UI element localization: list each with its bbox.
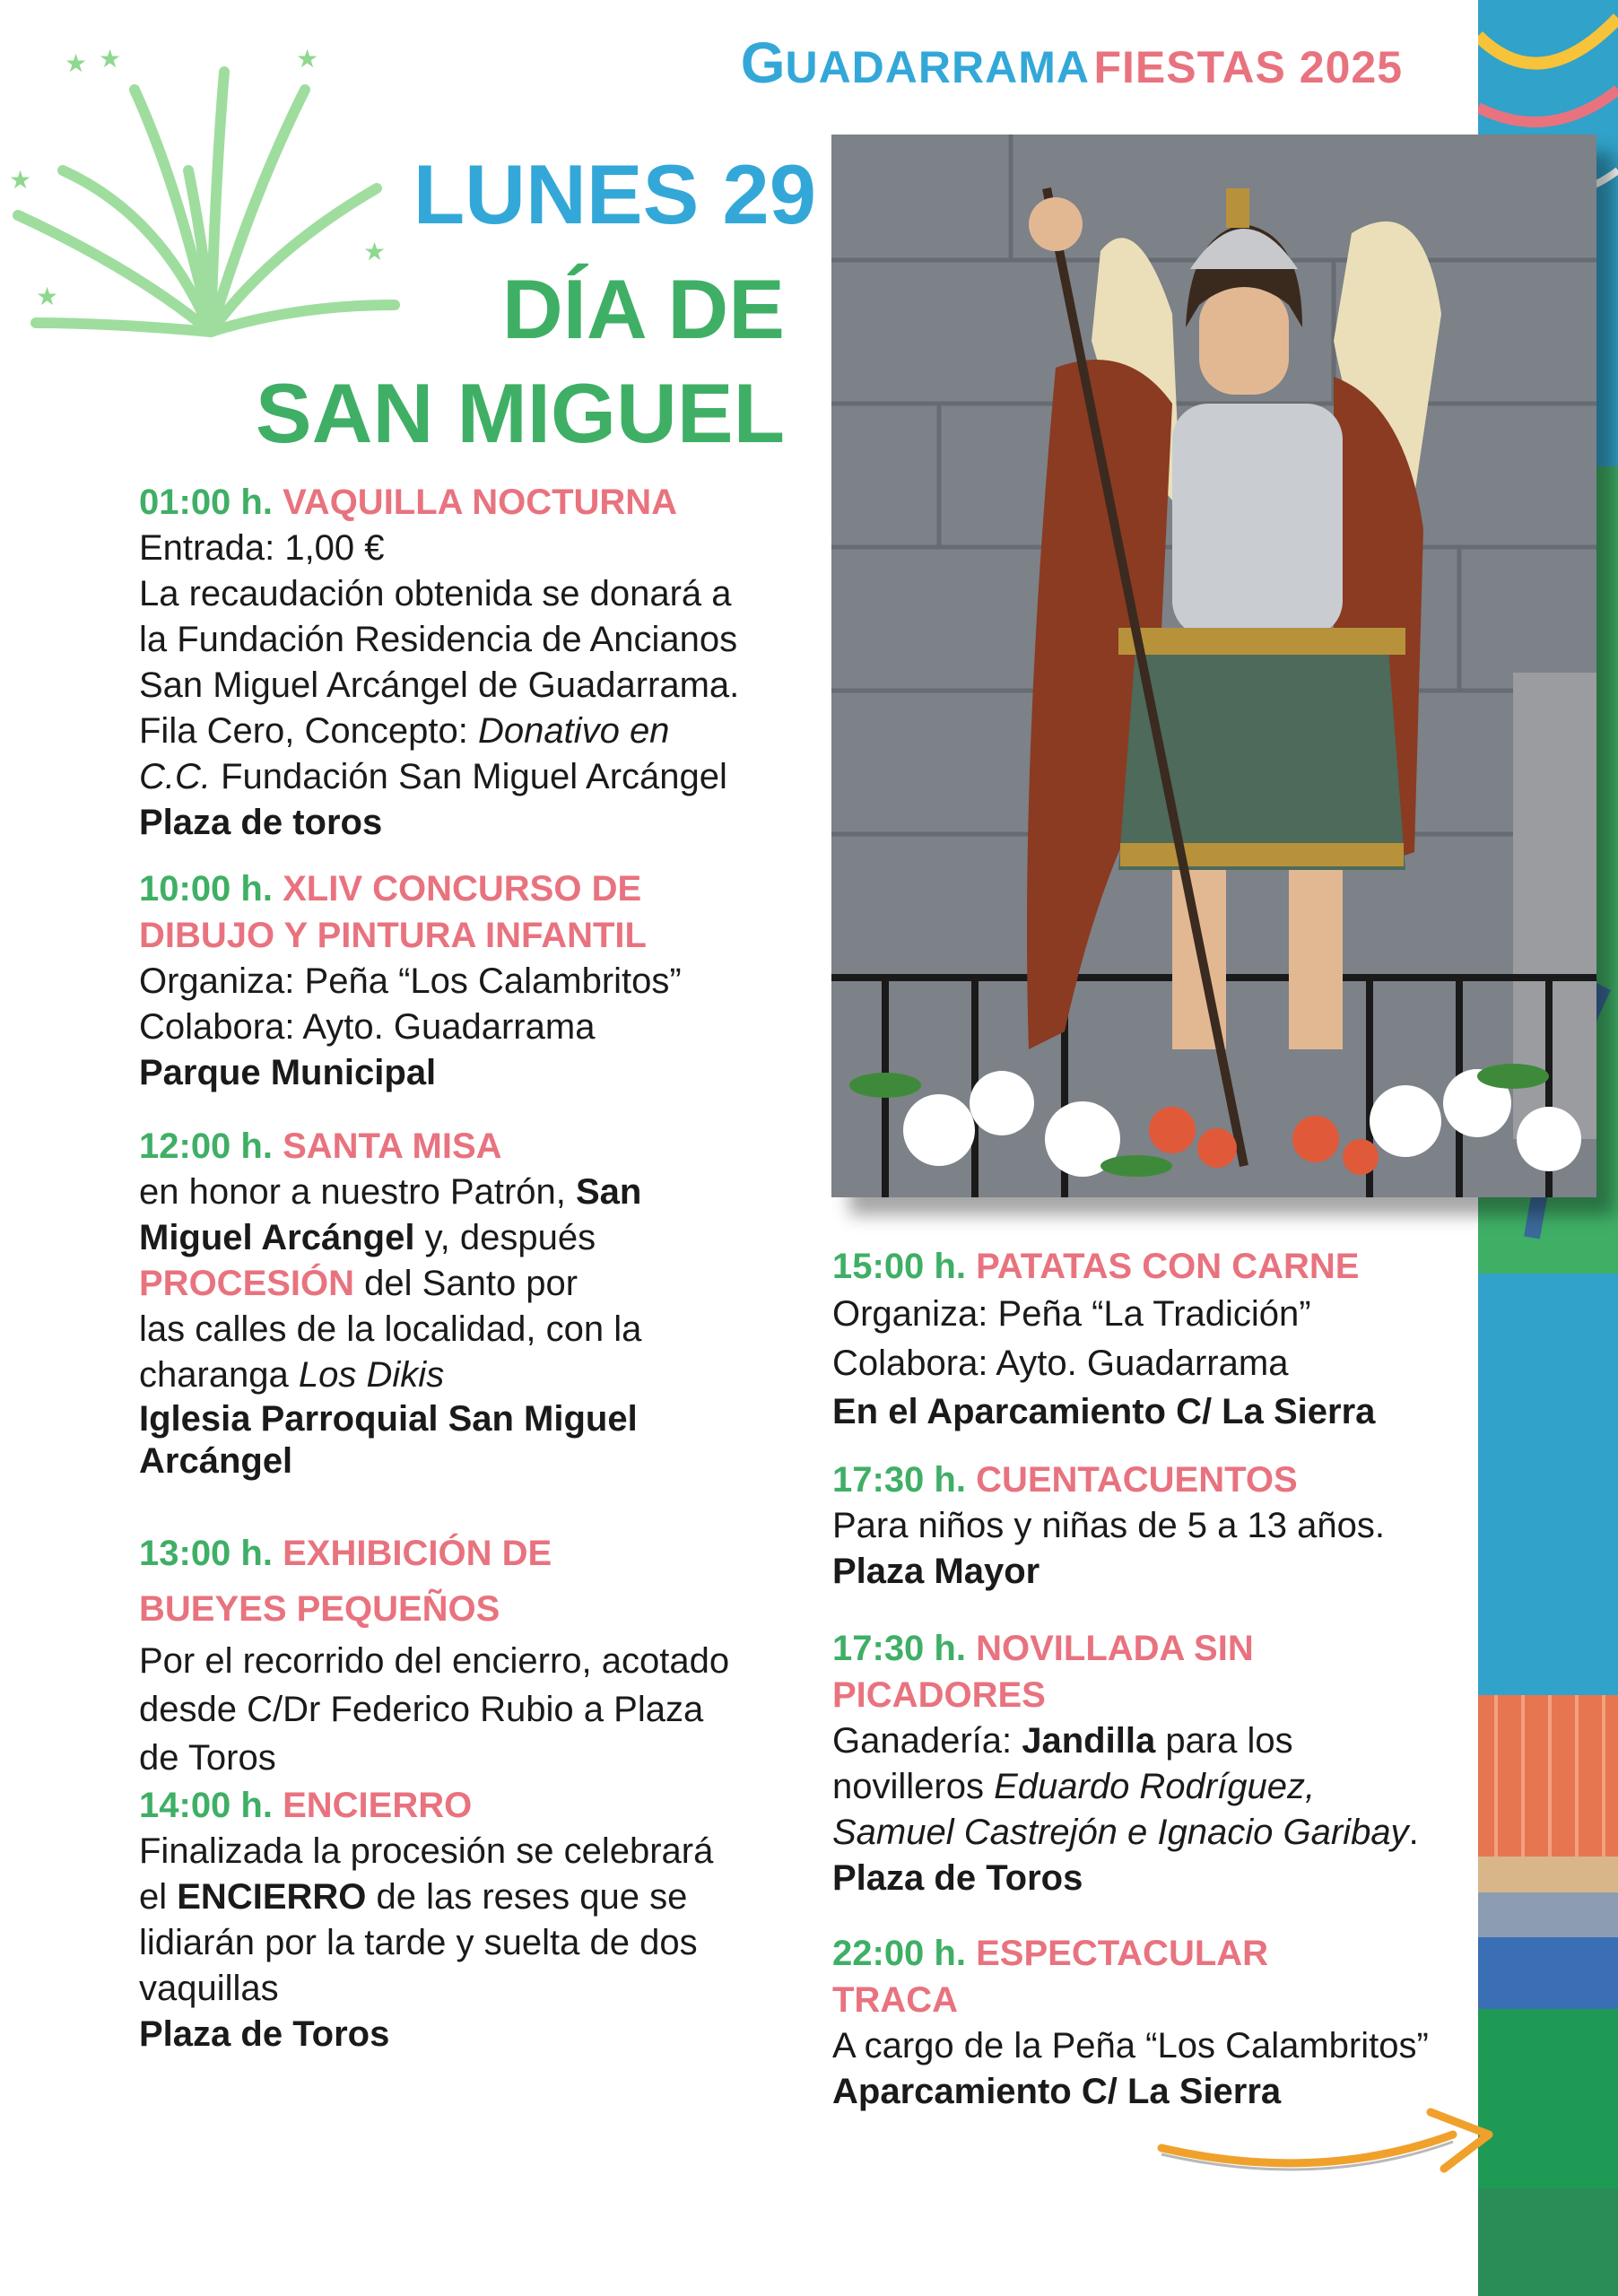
event-location: Plaza de Toros (832, 1858, 1083, 1898)
event-detail: de Toros (139, 1738, 276, 1778)
svg-text:★: ★ (363, 237, 387, 266)
italic-segment: Los Dikis (298, 1355, 445, 1395)
event-title: CUENTACUENTOS (976, 1460, 1298, 1500)
day-subtitle-line1: DÍA DE (501, 262, 785, 356)
event-1500 (832, 1243, 1487, 1435)
event-detail: desde C/Dr Federico Rubio a Plaza (139, 1690, 704, 1729)
day-title: LUNES 29 (413, 147, 816, 241)
event-time: 14:00 h. (139, 1786, 273, 1825)
event-detail (832, 1810, 1487, 1856)
event-location: En el Aparcamiento C/ La Sierra (832, 1392, 1376, 1431)
event-heading (832, 1625, 1487, 1672)
event-detail (832, 1718, 1487, 1764)
bold-segment: San (576, 1172, 642, 1212)
event-location: Iglesia Parroquial San Miguel (139, 1399, 638, 1439)
event-title: PICADORES (832, 1675, 1046, 1715)
event-heading (139, 1526, 785, 1581)
event-detail: Organiza: Peña “La Tradición” (832, 1294, 1311, 1334)
event-detail (139, 709, 785, 754)
event-title: NOVILLADA SIN (976, 1629, 1254, 1668)
italic-segment: Donativo en (477, 711, 670, 751)
event-time: 01:00 h. (139, 483, 273, 522)
event-1400 (139, 1782, 785, 2057)
text-segment: Fundación San Miguel Arcángel (211, 757, 727, 796)
event-time: 10:00 h. (139, 869, 273, 909)
italic-segment: C.C. (139, 757, 211, 796)
event-time: 17:30 h. (832, 1460, 966, 1500)
event-heading (139, 1782, 785, 1829)
text-segment: del Santo por (354, 1264, 578, 1303)
svg-text:★: ★ (99, 44, 122, 74)
event-title: ENCIERRO (283, 1786, 473, 1825)
svg-text:★: ★ (296, 44, 319, 74)
bold-segment: Miguel Arcángel (139, 1218, 415, 1257)
event-heading (139, 865, 785, 912)
event-title: PATATAS CON CARNE (976, 1247, 1360, 1286)
italic-segment: Eduardo Rodríguez, (994, 1767, 1316, 1806)
event-time: 22:00 h. (832, 1934, 966, 1973)
text-segment: y, después (414, 1218, 596, 1257)
event-detail: A cargo de la Peña “Los Calambritos” (832, 2026, 1429, 2066)
event-title: XLIV CONCURSO DE (283, 869, 642, 909)
event-1300 (139, 1526, 785, 1782)
procession-highlight: PROCESIÓN (139, 1264, 355, 1303)
brand-initial: G (740, 30, 786, 95)
event-title: DIBUJO Y PINTURA INFANTIL (139, 916, 647, 955)
event-detail (139, 1874, 785, 1920)
event-1730-cuentacuentos (832, 1457, 1487, 1595)
event-detail: la Fundación Residencia de Ancianos (139, 620, 738, 659)
day-subtitle-line2: SAN MIGUEL (255, 366, 785, 460)
event-1200 (139, 1123, 785, 1483)
event-location: Arcángel (139, 1441, 293, 1481)
event-detail: Para niños y niñas de 5 a 13 años. (832, 1506, 1385, 1545)
event-detail: Colabora: Ayto. Guadarrama (832, 1344, 1289, 1383)
arrow-icon (1157, 2099, 1498, 2179)
event-detail (139, 754, 785, 800)
event-detail (139, 1170, 785, 1215)
event-time: 13:00 h. (139, 1534, 273, 1573)
event-location: Plaza de Toros (139, 2014, 390, 2054)
event-location: Plaza de toros (139, 803, 383, 842)
event-heading (139, 479, 785, 526)
text-segment: novilleros (832, 1767, 995, 1806)
event-2200 (832, 1930, 1487, 2115)
text-segment: de las reses que se (366, 1877, 688, 1917)
event-time: 12:00 h. (139, 1126, 273, 1166)
brand-header (740, 30, 1403, 95)
event-detail: vaquillas (139, 1969, 279, 2008)
event-detail: las calles de la localidad, con la (139, 1309, 642, 1349)
event-detail (139, 1215, 785, 1261)
svg-text:★: ★ (36, 282, 59, 311)
text-segment: el (139, 1877, 178, 1917)
italic-segment: Samuel Castrejón e Ignacio Garibay (832, 1813, 1409, 1852)
event-title: BUEYES PEQUEÑOS (139, 1589, 500, 1629)
event-detail: San Miguel Arcángel de Guadarrama. (139, 665, 740, 705)
brand-name: UADARRAMA (785, 42, 1090, 92)
event-detail: Organiza: Peña “Los Calambritos” (139, 961, 682, 1001)
event-detail: lidiarán por la tarde y suelta de dos (139, 1923, 698, 1962)
event-detail: Por el recorrido del encierro, acotado (139, 1641, 730, 1681)
text-segment: en honor a nuestro Patrón, (139, 1172, 576, 1212)
event-title: ESPECTACULAR (976, 1934, 1269, 1973)
event-location: Parque Municipal (139, 1053, 437, 1092)
event-heading (139, 1123, 785, 1170)
text-segment: charanga (139, 1355, 299, 1395)
event-1730-novillada (832, 1625, 1487, 1901)
event-heading (832, 1930, 1487, 1977)
event-title: TRACA (832, 1980, 958, 2020)
event-detail: Colabora: Ayto. Guadarrama (139, 1007, 596, 1047)
text-segment: Ganadería: (832, 1721, 1022, 1761)
san-miguel-statue-photo (831, 135, 1596, 1197)
event-heading (832, 1243, 1487, 1290)
text-segment: para los (1155, 1721, 1293, 1761)
event-title: VAQUILLA NOCTURNA (283, 483, 678, 522)
bold-segment: Jandilla (1022, 1721, 1156, 1761)
bold-segment: ENCIERRO (177, 1877, 367, 1917)
text-segment: Fila Cero, Concepto: (139, 711, 478, 751)
event-1000 (139, 865, 785, 1096)
event-0100 (139, 479, 785, 846)
event-location: Plaza Mayor (832, 1552, 1040, 1591)
event-detail (139, 1261, 785, 1307)
event-time: 15:00 h. (832, 1247, 966, 1286)
event-detail: Entrada: 1,00 € (139, 528, 385, 568)
text-segment: . (1408, 1813, 1419, 1852)
svg-text:★: ★ (65, 48, 88, 78)
event-detail: Finalizada la procesión se celebrará (139, 1831, 714, 1871)
event-detail: La recaudación obtenida se donará a (139, 574, 732, 613)
event-title: EXHIBICIÓN DE (283, 1534, 552, 1573)
event-location: Aparcamiento C/ La Sierra (832, 2072, 1282, 2111)
svg-text:★: ★ (9, 165, 32, 195)
festival-label: FIESTAS 2025 (1093, 42, 1403, 92)
event-time: 17:30 h. (832, 1629, 966, 1668)
event-heading (832, 1457, 1487, 1503)
event-title: SANTA MISA (283, 1126, 502, 1166)
event-detail (832, 1764, 1487, 1810)
event-detail (139, 1352, 785, 1398)
